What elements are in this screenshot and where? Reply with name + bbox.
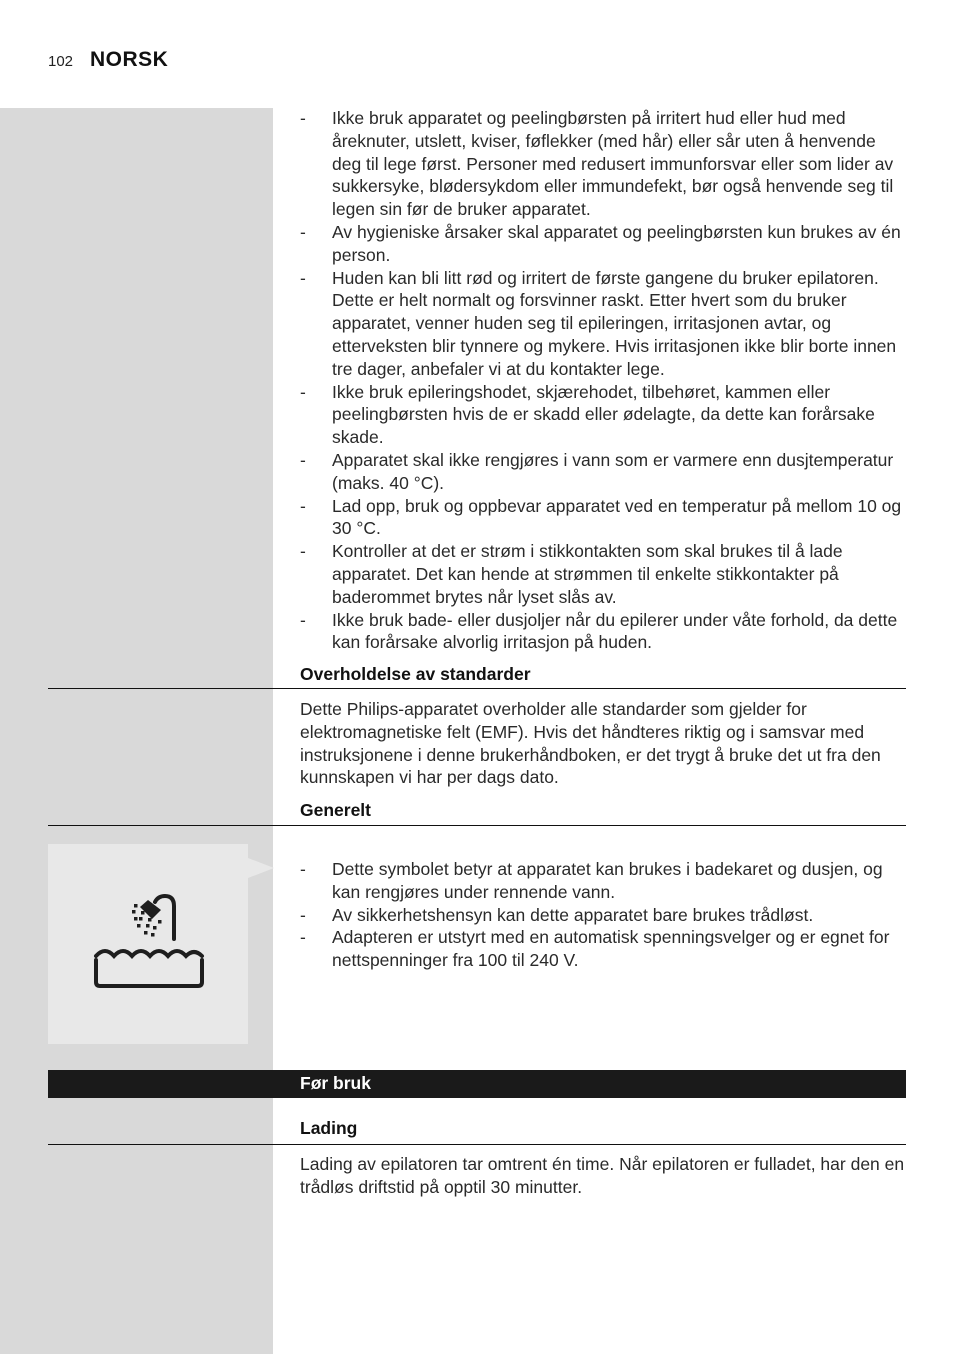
language-title: NORSK (90, 48, 169, 71)
standards-heading: Overholdelse av standarder (300, 664, 531, 684)
standards-paragraph: Dette Philips-apparatet overholder alle standarder som gjelder for elektromagnetiske felt (EMF). Hvis det håndteres riktig og i samsvar med instruksjonene i denne brukerhåndboken, er det trygt å bruke det ut fra den kunnskapen vi har per dags dato. (300, 699, 881, 788)
list-item: - Adapteren er utstyrt med en automatisk spenningsvelger og er egnet for nettspenninger fra 100 til 240 V. (300, 926, 908, 972)
list-item: - Lad opp, bruk og oppbevar apparatet ved en temperatur på mellom 10 og 30 °C. (300, 495, 908, 541)
list-item: - Apparatet skal ikke rengjøres i vann som er varmere enn dusjtemperatur (maks. 40 °C). (300, 449, 908, 495)
section-bar-before-use (48, 1070, 906, 1098)
list-item: - Ikke bruk bade- eller dusjoljer når du epilerer under våte forhold, da dette kan forårsake alvorlig irritasjon på huden. (300, 609, 908, 655)
general-list (300, 858, 908, 972)
left-sidebar-band (0, 108, 273, 1354)
charging-heading: Lading (300, 1118, 358, 1138)
divider (48, 688, 906, 689)
divider (48, 1144, 906, 1145)
list-item: - Huden kan bli litt rød og irritert de første gangene du bruker epilatoren. Dette er helt normalt og forsvinner raskt. Etter hvert som du bruker apparatet, venner huden seg til epileringen, irritasjonen avtar, og etterveksten blir tynnere og mykere. Hvis irritasjonen ikke blir borte innen tre dager, anbefaler vi at du kontakter lege. (300, 267, 908, 381)
list-item: - Kontroller at det er strøm i stikkontakten som skal brukes til å lade apparatet. Det kan hende at strømmen til enkelte stikkontakter på baderommet brytes når lyset slås av. (300, 540, 908, 608)
general-heading: Generelt (300, 800, 371, 820)
list-item: - Av hygieniske årsaker skal apparatet og peelingbørsten kun brukes av én person. (300, 221, 908, 267)
list-item: - Av sikkerhetshensyn kan dette apparatet bare brukes trådløst. (300, 904, 908, 927)
charging-paragraph: Lading av epilatoren tar omtrent én time. Når epilatoren er fulladet, har den en trådløs driftstid på opptil 30 minutter. (300, 1154, 905, 1197)
list-item: - Dette symbolet betyr at apparatet kan brukes i badekaret og dusjen, og kan rengjøres under rennende vann. (300, 858, 908, 904)
list-item: - Ikke bruk epileringshodet, skjærehodet, tilbehøret, kammen eller peelingbørsten hvis de er skadd eller ødelagte, da dette kan forårsake skade. (300, 381, 908, 449)
page-number: 102 (48, 53, 74, 70)
warnings-list-block (300, 107, 908, 654)
section-title: Før bruk (300, 1073, 371, 1093)
shower-bath-icon (48, 844, 248, 1044)
divider (48, 825, 906, 826)
list-item: - Ikke bruk apparatet og peelingbørsten på irritert hud eller hud med åreknuter, utslett, kviser, føflekker (med hår) eller sår uten å henvende deg til lege først. Personer med redusert immunforsvar eller som lider av sukkersyke, blødersykdom eller immundefekt, bør også henvende seg til legen sin før de bruker apparatet. (300, 107, 908, 221)
shower-symbol-figure (48, 844, 248, 1044)
charging-text-block (300, 1153, 908, 1199)
warnings-list (300, 107, 908, 654)
figure-pointer (248, 858, 274, 878)
standards-text-block (300, 698, 908, 789)
general-list-block (300, 858, 908, 972)
